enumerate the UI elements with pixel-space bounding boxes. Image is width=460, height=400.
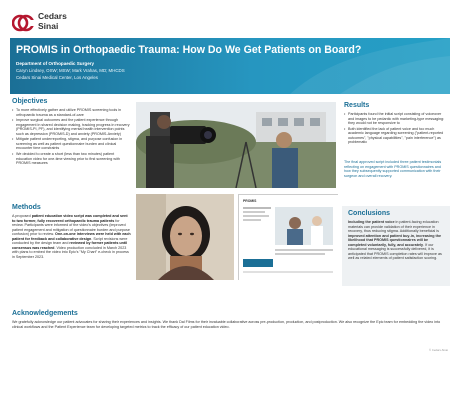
objective-item: • We decided to create a short (less than two minutes) patient education video for one-time viewing prior to first screening with PROMIS measures bbox=[12, 152, 130, 166]
logo-text bbox=[38, 12, 67, 31]
methods-emphasis: reviewed by former patients until consensus was reached bbox=[12, 241, 128, 250]
conclusions-paragraph bbox=[348, 220, 446, 261]
methods-text: . Script revisions were conducted by the design team and bbox=[12, 236, 128, 245]
header-banner bbox=[10, 38, 450, 94]
poster bbox=[10, 8, 450, 384]
authors: Caryn Lindsey, OSW; MSW; Mark Vrahas, MD; MHCDS bbox=[16, 68, 125, 73]
department: Department of Orthopaedic Surgery bbox=[16, 61, 95, 66]
conclusions-emphasis: improved attention and patient buy-in, increasing the likelihood that PROMIS questionnaires will be completed voluntarily, fully, and accurately bbox=[348, 233, 442, 247]
methods-text: for review. Participants were informed of the video's objectives (improved patient engagement and mitigation of questionnaire burden and purpose confusion) prior to review. bbox=[12, 218, 130, 236]
methods-text: A proposed bbox=[12, 214, 32, 218]
logo-line-2: Sinai bbox=[38, 20, 59, 31]
methods-text: . Video production concluded in March 2023 with plans to embed the video into Epic's "My Chart" e-check in process in September 2023. bbox=[12, 245, 129, 259]
acknowledgements-heading: Acknowledgements bbox=[12, 310, 78, 317]
objective-item: • To more effectively gather and utilize PROMIS screening tools in orthopaedic trauma as a standard-of-care bbox=[12, 108, 130, 117]
filming-scene-image bbox=[136, 102, 336, 188]
logo-strip bbox=[10, 8, 450, 36]
objective-item: • Improve surgical outcomes and the patient experience through engagement in shared decision making, tracking progress in recovery (PROMIS-PI, PF), and identifying mental health intervention points such as depression (PROMIS-D) and anxiety (PROMIS-Anxiety) bbox=[12, 118, 130, 136]
cedars-sinai-logo-icon bbox=[12, 12, 34, 34]
results-final-statement: The final approved script included three patient testimonials reflecting on engagement with PROMIS questionnaires and how they subsequently supported communication with their surgeon and overall recovery. bbox=[344, 160, 442, 178]
poster-title: PROMIS in Orthopaedic Trauma: How Do We Get Patients on Board? bbox=[16, 44, 362, 56]
patient-photo bbox=[136, 194, 234, 280]
methods-emphasis: One-on-one interviews were held with each patient for feedback and collaborative design bbox=[12, 232, 131, 241]
patient-portrait-image bbox=[136, 194, 234, 280]
results-list bbox=[344, 112, 448, 146]
filming-photo bbox=[136, 102, 336, 188]
objectives-list bbox=[12, 108, 130, 167]
result-item: • Participants found the initial script consisting of voiceover and images to be pedantic with marketing-type messaging: they would not be responsive to bbox=[344, 112, 448, 126]
conclusions-text: . If our educational messaging is successfully delivered, it is anticipated that PROMIS completion rates will improve as well as related elements of patient satisfaction scoring. bbox=[348, 242, 442, 260]
conclusions-emphasis: Including the patient voice bbox=[348, 220, 395, 224]
footer-copyright: © Cedars-Sinai bbox=[428, 348, 448, 352]
app-screenshot bbox=[238, 194, 338, 280]
portal-screenshot-image bbox=[239, 195, 339, 281]
objectives-heading: Objectives bbox=[12, 98, 48, 105]
methods-heading: Methods bbox=[12, 204, 41, 211]
conclusions-heading: Conclusions bbox=[348, 210, 391, 217]
conclusions-text: in patient-facing education materials can provide validation of their experience in recovery, thus reducing stigma. Additionally beneficial is bbox=[348, 220, 439, 233]
acknowledgements-paragraph: We gratefully acknowledge our patient advocates for sharing their experiences and insights. We thank Dal Films for their invaluable collaborative across pre-production, production, and postproduction. We also recognize the Epic team for embedding the video into clinical workflows and the Patient Experience team for developing targeted metrics to track the efficacy of our patient education video. bbox=[12, 320, 441, 329]
objective-item: • Mitigate patient underreporting, stigma, and purpose confusion in screening as well as patient questionnaire burden and clinical encounter time constraints bbox=[12, 137, 130, 151]
logo-line-1: Cedars bbox=[38, 11, 67, 21]
methods-paragraph bbox=[12, 214, 132, 259]
methods-emphasis: patient education video script was completed and sent to two former, fully recovered orthopaedic trauma patients bbox=[12, 214, 128, 223]
results-heading: Results bbox=[344, 102, 370, 109]
institution: Cedars Sinai Medical Center, Los Angeles bbox=[16, 75, 99, 80]
screenshot-label: PROMIS bbox=[243, 199, 257, 203]
result-item: • Both identified the lack of patient voice and too much academic language regarding screening ("patient-reported outcomes", "physical capabilities", "pain interference") as problematic bbox=[344, 127, 448, 145]
